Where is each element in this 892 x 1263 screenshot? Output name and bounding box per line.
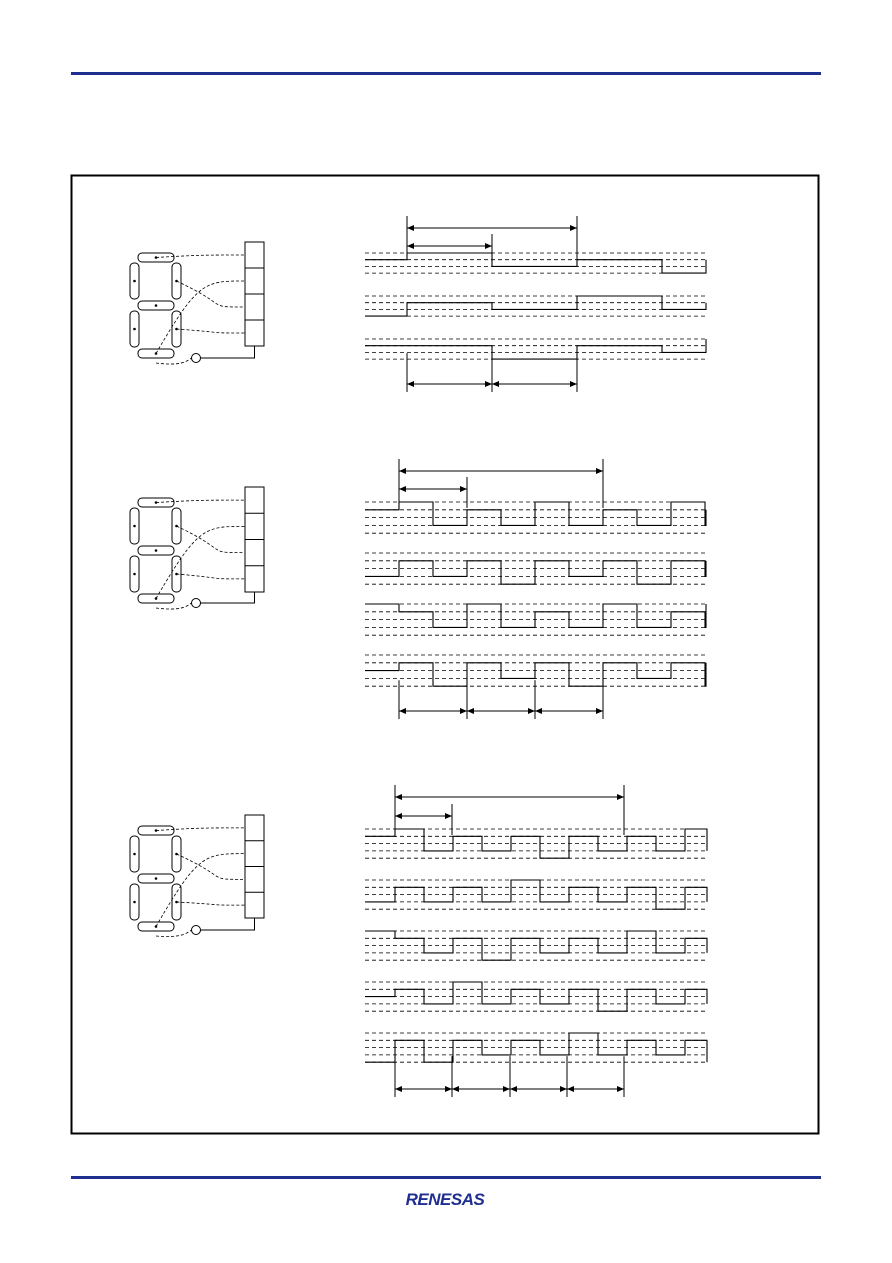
segment-dot bbox=[133, 901, 136, 904]
segment-dot bbox=[155, 549, 158, 552]
arrowhead bbox=[510, 1086, 517, 1092]
segment-wire bbox=[156, 526, 245, 598]
arrowhead bbox=[395, 813, 402, 819]
segment-dot bbox=[133, 573, 136, 576]
arrowhead bbox=[407, 243, 414, 249]
common-wire bbox=[201, 918, 255, 930]
segment-wire bbox=[177, 902, 246, 905]
arrowhead bbox=[567, 1086, 574, 1092]
common-terminal bbox=[192, 599, 201, 608]
panel-two-segment-drive bbox=[130, 785, 707, 1097]
arrowhead bbox=[596, 468, 603, 474]
arrowhead bbox=[395, 794, 402, 800]
waveform bbox=[365, 604, 706, 627]
segment-wire bbox=[177, 854, 246, 879]
arrowhead bbox=[617, 1086, 624, 1092]
arrowhead bbox=[485, 381, 492, 387]
arrowhead bbox=[535, 708, 542, 714]
arrowhead bbox=[617, 794, 624, 800]
waveform bbox=[365, 561, 706, 584]
arrowhead bbox=[460, 486, 467, 492]
segment-wire bbox=[156, 281, 245, 354]
backplane-wire bbox=[156, 603, 192, 609]
common-wire bbox=[201, 346, 255, 358]
arrowhead bbox=[399, 468, 406, 474]
segment-wire bbox=[177, 526, 246, 553]
segment-dot bbox=[133, 525, 136, 528]
segment-dot bbox=[133, 328, 136, 331]
segment-wire bbox=[177, 574, 246, 579]
segment-wire bbox=[156, 854, 245, 927]
backplane-wire bbox=[156, 358, 192, 364]
arrowhead bbox=[596, 708, 603, 714]
segment-dot bbox=[133, 853, 136, 856]
segment-dot bbox=[155, 304, 158, 307]
panel-three-segment-drive bbox=[130, 459, 706, 719]
arrowhead bbox=[560, 1086, 567, 1092]
arrowhead bbox=[503, 1086, 510, 1092]
arrowhead bbox=[528, 708, 535, 714]
segment-wire bbox=[177, 281, 246, 307]
waveform bbox=[365, 253, 706, 273]
arrowhead bbox=[570, 225, 577, 231]
arrowhead bbox=[570, 381, 577, 387]
footer-rule bbox=[71, 1176, 821, 1179]
common-terminal bbox=[192, 354, 201, 363]
arrowhead bbox=[452, 1086, 459, 1092]
arrowhead bbox=[399, 486, 406, 492]
segment-dot bbox=[155, 877, 158, 880]
segment-wire bbox=[177, 329, 246, 333]
arrowhead bbox=[445, 1086, 452, 1092]
common-wire bbox=[201, 592, 255, 603]
arrowhead bbox=[445, 813, 452, 819]
common-terminal bbox=[192, 926, 201, 935]
arrowhead bbox=[467, 708, 474, 714]
segment-dot bbox=[133, 280, 136, 283]
waveform bbox=[365, 296, 706, 316]
arrowhead bbox=[395, 1086, 402, 1092]
waveform bbox=[365, 502, 706, 525]
arrowhead bbox=[460, 708, 467, 714]
arrowhead bbox=[492, 381, 499, 387]
renesas-logo bbox=[390, 1188, 500, 1210]
arrowhead bbox=[399, 708, 406, 714]
arrowhead bbox=[407, 381, 414, 387]
arrowhead bbox=[485, 243, 492, 249]
panel-four-segment-drive bbox=[130, 216, 706, 392]
waveform bbox=[365, 339, 706, 359]
svg-text:RENESAS: RENESAS bbox=[405, 1190, 485, 1209]
arrowhead bbox=[407, 225, 414, 231]
